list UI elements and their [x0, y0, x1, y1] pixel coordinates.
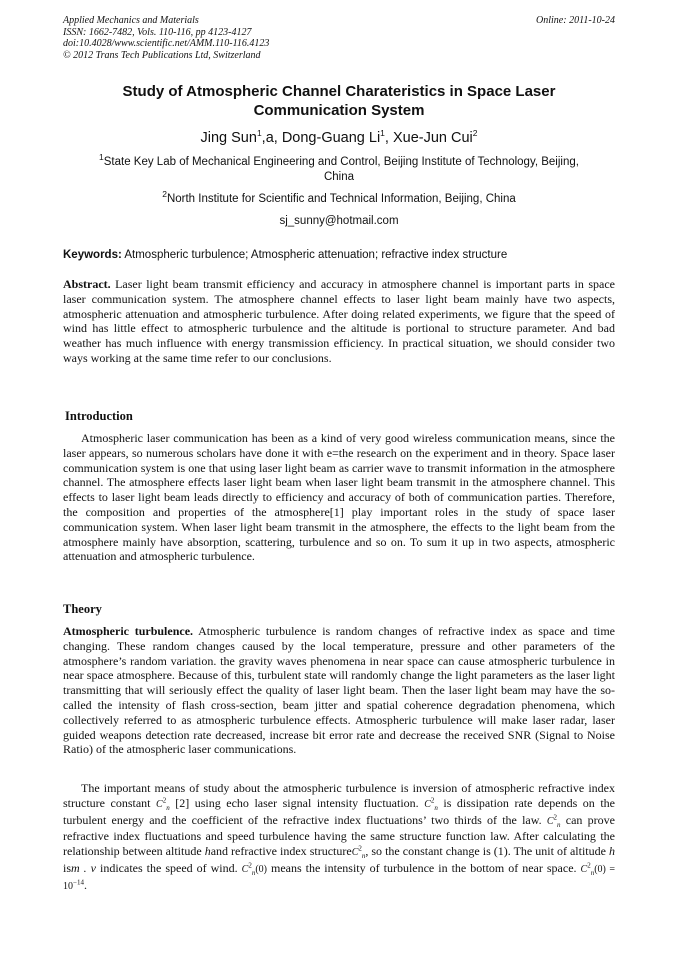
p2-text-7: is [63, 860, 72, 875]
cn2-equation: $C^2_n(0) = 10^{-14}$ [63, 861, 616, 892]
author-list [63, 129, 615, 147]
turbulence-text: Atmospheric turbulence is random changes of refractive index as space and time changing. These random changes caused by the local temperature, pressure and other parameters of the atmosphere’s random variation. the gravity waves phenomena in near space can cause atmospheric turbulence in near space atmosphere. Because of this, turbulent state will randomly change the light parameters as the laser light transmitting that will seriously effect the quality of laser light beam. Then the laser light beam may have the so-called the intensity of flash cross-section, beam jitter and spatial coherence degradation phenomena, which collectively referred to as atmospheric turbulence effects. Atmospheric turbulence will make laser radar, laser guided weapons detection rate decreased, increase bit error rate and decrease the received SNR (Signal to Noise Ratio) of the atmospheric laser communications. [63, 624, 615, 757]
p2-text-5: and refractive index structure [210, 844, 352, 859]
author-email[interactable]: sj_sunny@hotmail.com [279, 215, 399, 227]
author-2: Dong-Guang Li [281, 130, 381, 146]
abstract-text: Laser light beam transmit efficiency and accuracy in atmosphere channel is important parts in space laser communication system. The atmosphere channel effects to laser light beam mainly have two aspects, atmospheric attenuation and atmospheric turbulence. After doing related experiments, we figure that the speed of wind has little effect to atmospheric turbulence and the altitude is portional to structure parameter. And bad weather has much influence with energy transmission efficiency. In practical situation, we should consider two ways working at the same time refer to our conclusions. [63, 277, 615, 365]
author-1-affiliation: 1 [256, 128, 262, 139]
author-3-affiliation: 2 [472, 128, 478, 139]
abstract [63, 277, 615, 366]
theory-paragraph-1 [63, 624, 615, 757]
affiliation-2 [63, 189, 615, 207]
title-line-1: Study of Atmospheric Channel Charateristics in Space Laser [122, 83, 556, 100]
online-date: Online: 2011-10-24 [536, 15, 615, 26]
p2-text-8: indicates the speed of wind. [96, 860, 242, 875]
affiliation-1 [63, 152, 615, 185]
doi-line: doi:10.4028/www.scientific.net/AMM.110-116.4123 [63, 38, 270, 49]
p2-text-2: [2] using echo laser signal intensity fluctuation. [169, 795, 425, 810]
author-2-affiliation: 1 [380, 128, 385, 139]
p2-text-6: , so the constant change is (1). The unit of altitude [365, 844, 609, 859]
cn2-symbol: $C^2_n$ [546, 813, 561, 829]
author-1: Jing Sun [200, 130, 257, 146]
altitude-symbol: h [609, 844, 615, 859]
theory-paragraph-2 [63, 781, 615, 895]
issn-line: ISSN: 1662-7482, Vols. 110-116, pp 4123-4127 [63, 26, 252, 38]
journal-header [63, 15, 615, 61]
affiliation-2-mark: 2 [162, 189, 167, 200]
cn2-symbol: $C^2_n$ [156, 796, 170, 812]
author-2-suffix: , [384, 130, 393, 146]
paper-title [63, 82, 615, 120]
p2-text-10: . [83, 877, 87, 892]
author-1-suffix: ,a, [261, 130, 282, 146]
introduction-heading: Introduction [65, 409, 133, 423]
p2-text-3: is dissipation rate depends on the turbulent energy and the coefficient of the refractive index fluctuations’ two thirds of the law. [63, 795, 615, 827]
journal-name: Applied Mechanics and Materials [63, 15, 199, 26]
turbulence-label: Atmospheric turbulence. [63, 624, 194, 638]
p2-text-4: can prove refractive index fluctuations and speed turbulence having the same structure function law. After calculating the relationship between altitude [63, 812, 615, 859]
cn2-symbol: $C^2_n$ [351, 844, 366, 861]
p2-text-9: means the intensity of turbulence in the bottom of near space. [266, 860, 581, 875]
altitude-symbol: h [204, 844, 211, 859]
affiliation-1-line-1: State Key Lab of Mechanical Engineering and Control, Beijing Institute of Technology, Beijing, [103, 156, 579, 168]
affiliation-1-mark: 1 [99, 152, 104, 163]
abstract-label: Abstract. [63, 277, 111, 291]
introduction-paragraph: Atmospheric laser communication has been as a kind of very good wireless communication means, since the laser appears, so numerous scholars have done it with e=the research on the experiment and in theory. Space laser communication system is one that using laser light beam as carrier wave to transmit information in the atmosphere channel. The atmosphere effects laser light beam when laser light beam transmit in the atmosphere channel. This effects to laser light beam leads directly to efficiency and accuracy of both of communication parties. Therefore, the composition and properties of the atmosphere[1] play important roles in the study of space laser communication system. When laser light beam transmit in the atmosphere, the effects to the light beam from the atmosphere mainly have absorption, scattering, turbulence and so on. To sum it up in two aspects, atmospheric attenuation and atmospheric turbulence. [63, 431, 615, 564]
affiliation-2-text: North Institute for Scientific and Technical Information, Beijing, China [166, 193, 516, 205]
cn2-zero-symbol: $C^2_n(0)$ [241, 861, 267, 877]
p2-text-1: The important means of study about the atmospheric turbulence is inversion of atmospheric refractive index structure constant [63, 781, 615, 810]
keywords [63, 248, 615, 263]
keywords-text: Atmospheric turbulence; Atmospheric attenuation; refractive index structure [121, 249, 508, 261]
keywords-label: Keywords: [63, 249, 122, 261]
affiliation-1-line-2: China [323, 171, 355, 183]
cn2-symbol: $C^2_n$ [424, 796, 438, 812]
copyright-line: © 2012 Trans Tech Publications Ltd, Switzerland [63, 49, 261, 61]
author-3: Xue-Jun Cui [392, 130, 473, 146]
unit-symbol: m . v [71, 860, 97, 875]
theory-heading: Theory [63, 602, 102, 616]
title-line-2: Communication System [253, 102, 425, 119]
